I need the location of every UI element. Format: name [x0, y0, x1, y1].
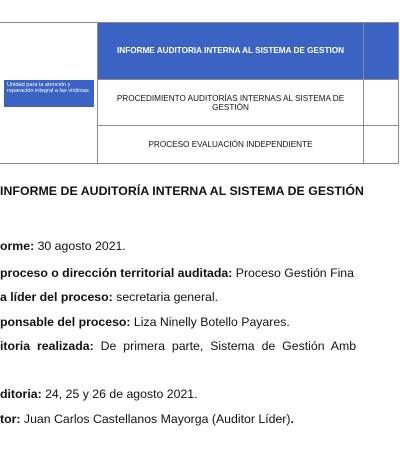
field-label: itoria realizada: [0, 339, 94, 353]
procedure-side-cell [363, 79, 398, 126]
process-cell [98, 126, 363, 164]
field-value: secretaria general. [112, 290, 219, 304]
field-value: 30 agosto 2021. [34, 239, 126, 253]
audited-process-line [0, 266, 354, 280]
field-label: ponsable del proceso: [0, 315, 131, 329]
field-value: De primera parte, Sistema de Gestión Amb [93, 339, 357, 353]
process-leader-line [0, 290, 218, 304]
field-label: proceso o dirección territorial auditada: [0, 266, 233, 280]
logo-cell [0, 23, 98, 164]
logo-text: Unidad para la atención y reparación integral a las víctimas [7, 81, 89, 94]
process-side-cell [363, 126, 398, 164]
audit-dates-line [0, 387, 198, 401]
process-name: PROCESO EVALUACIÓN INDEPENDIENTE [148, 140, 313, 150]
field-label: orme: [0, 239, 35, 253]
report-date-line [0, 239, 126, 253]
document-heading: INFORME DE AUDITORÍA INTERNA AL SISTEMA DE GESTIÓN [0, 184, 364, 198]
report-title: INFORME AUDITORIA INTERNA AL SISTEMA DE GESTION [117, 46, 344, 56]
field-label: a líder del proceso: [0, 290, 113, 304]
field-value: Juan Carlos Castellanos Mayorga (Auditor Líder) [20, 412, 291, 426]
header-side-cell [363, 23, 398, 80]
procedure-cell [98, 79, 363, 126]
report-title-cell [98, 23, 363, 80]
field-label: ditoria: [0, 387, 42, 401]
process-responsible-line [0, 315, 290, 329]
field-value: Liza Ninelly Botello Payares. [130, 315, 290, 329]
unit-logo [4, 80, 94, 107]
field-value: 24, 25 y 26 de agosto 2021. [41, 387, 198, 401]
field-value: Proceso Gestión Fina [232, 266, 354, 280]
document-header-table [0, 22, 399, 164]
field-label: tor: [0, 412, 21, 426]
procedure-name: PROCEDIMIENTO AUDITORÍAS INTERNAS AL SISTEMA DE GESTIÓN [116, 93, 345, 112]
field-suffix: . [290, 412, 294, 426]
auditor-line [0, 412, 294, 426]
audit-type-line [0, 339, 356, 353]
